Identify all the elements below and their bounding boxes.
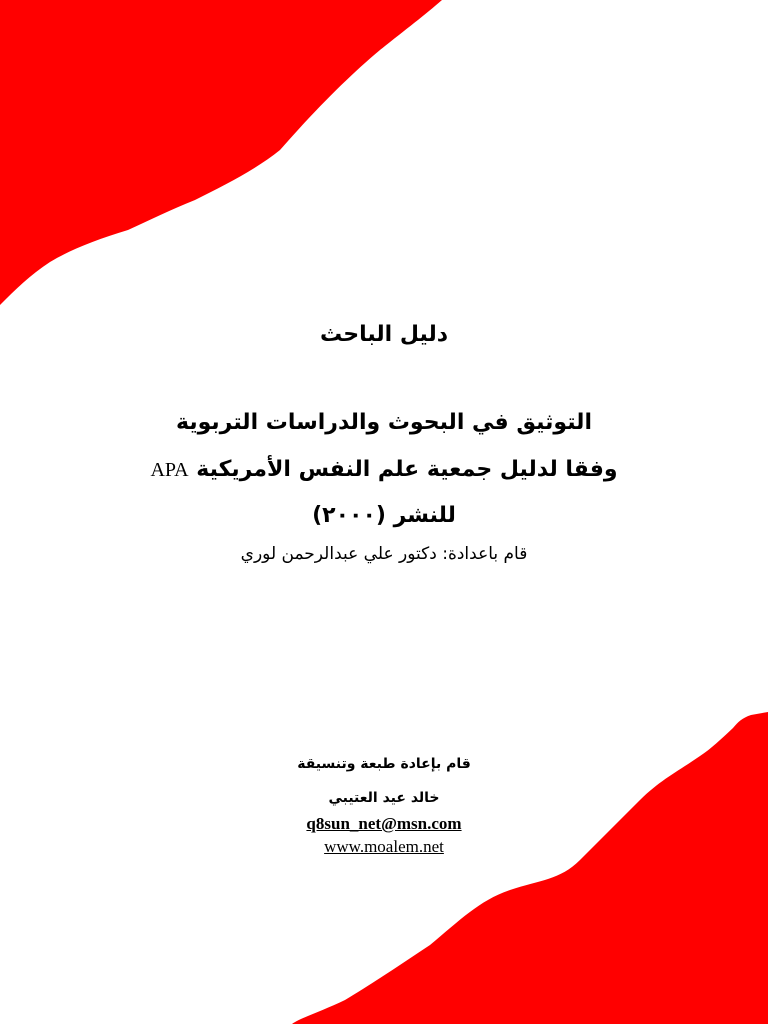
reformatted-by-line: قام بإعادة طبعة وتنسيقة — [297, 756, 471, 772]
guide-heading: دليل الباحث — [319, 322, 448, 347]
reformatter-name: خالد عيد العتيبي — [328, 790, 440, 806]
title-line-3: للنشر (٢٠٠٠) — [312, 503, 456, 528]
title-line-2 — [0, 450, 768, 490]
apa-label: APA — [150, 459, 189, 481]
top-left-red-shape — [0, 0, 442, 305]
title-line-2-arabic: وفقا لدليل جمعية علم النفس الأمريكية — [196, 457, 618, 482]
email-link[interactable]: q8sun_net@msn.com — [306, 814, 462, 833]
prepared-by-line: قام باعدادة: دكتور علي عبدالرحمن لوري — [240, 544, 528, 564]
title-line-1: التوثيق في البحوث والدراسات التربوية — [175, 410, 592, 435]
website-link[interactable]: www.moalem.net — [324, 837, 444, 856]
